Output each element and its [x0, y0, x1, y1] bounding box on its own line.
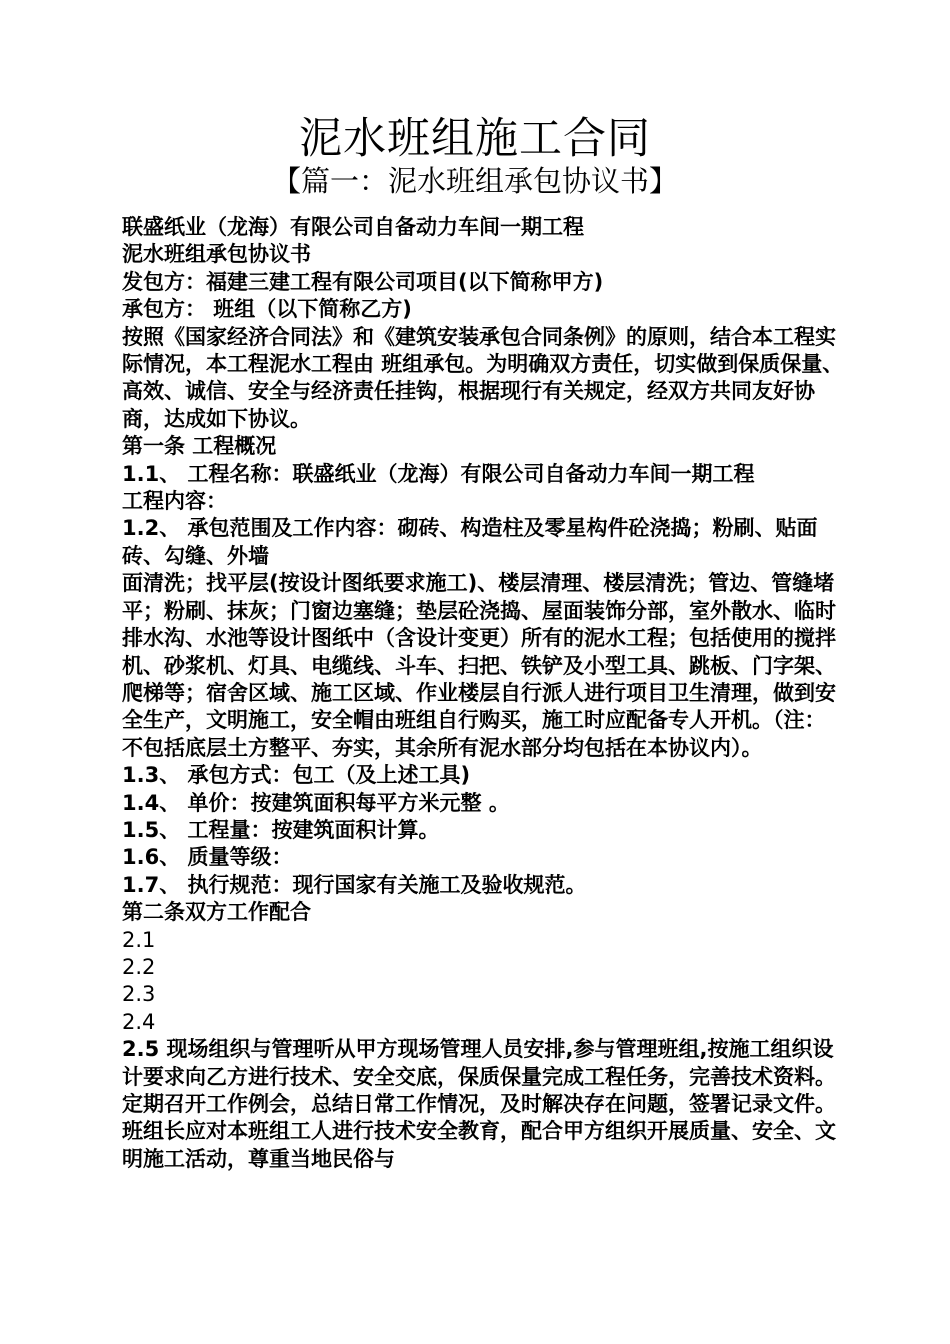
- document-title: 泥水班组施工合同: [299, 114, 651, 164]
- work-content-label: 工程内容：: [122, 489, 227, 514]
- document-body: [118, 214, 846, 1173]
- clause-1-6: 1.6、 质量等级：: [122, 845, 293, 870]
- clause-1-2: 1.2、 承包范围及工作内容：砌砖、构造柱及零星构件砼浇捣；粉刷、贴面砖、勾缝、外墙: [122, 516, 818, 568]
- agreement-title-line: 泥水班组承包协议书: [122, 242, 311, 267]
- document-subtitle: 【篇一：泥水班组承包协议书】: [271, 164, 678, 198]
- clause-2-1: 2.1: [122, 927, 156, 952]
- party-a-line: 发包方：福建三建工程有限公司项目(以下简称甲方): [122, 269, 604, 294]
- clause-1-4: 1.4、 单价：按建筑面积每平方米元整 。: [122, 790, 510, 815]
- article-2-heading: 第二条双方工作配合: [122, 900, 311, 925]
- clause-2-4: 2.4: [122, 1009, 156, 1034]
- scope-detail-paragraph: 面清洗；找平层(按设计图纸要求施工)、楼层清理、楼层清洗；管边、管缝堵平；粉刷、抹灰；门窗边塞缝；垫层砼浇捣、屋面装饰分部，室外散水、临时排水沟、水池等设计图纸中（含设计变更）所有的泥水工程；包括使用的搅拌机、砂浆机、灯具、电缆线、斗车、扫把、铁铲及小型工具、跳板、门字架、爬梯等；宿舍区域、施工区域、作业楼层自行派人进行项目卫生清理，做到安全生产，文明施工，安全帽由班组自行购买，施工时应配备专人开机。（注：不包括底层土方整平、夯实，其余所有泥水部分均包括在本协议内）。: [122, 571, 836, 760]
- clause-1-7: 1.7、 执行规范：现行国家有关施工及验收规范。: [122, 872, 587, 897]
- article-1-heading: 第一条 工程概况: [122, 434, 277, 459]
- project-name-line: 联盛纸业（龙海）有限公司自备动力车间一期工程: [122, 215, 584, 239]
- clause-1-5: 1.5、 工程量：按建筑面积计算。: [122, 817, 440, 842]
- clause-1-3: 1.3、 承包方式：包工（及上述工具): [122, 763, 471, 788]
- clause-2-5: 2.5 现场组织与管理听从甲方现场管理人员安排,参与管理班组,按施工组织设计要求向乙方进行技术、安全交底，保质保量完成工程任务，完善技术资料。 定期召开工作例会，总结日常工作情况，及时解决存在问题，签署记录文件。 班组长应对本班组工人进行技术安全教育，配合甲方组织开展质量、安全、文明施工活动，尊重当地民俗与: [122, 1037, 836, 1171]
- clause-1-1: 1.1、 工程名称：联盛纸业（龙海）有限公司自备动力车间一期工程: [122, 461, 755, 486]
- preamble-paragraph: 按照《国家经济合同法》和《建筑安装承包合同条例》的原则，结合本工程实际情况，本工程泥水工程由 班组承包。为明确双方责任，切实做到保质保量、高效、诚信、安全与经济责任挂钩，根据现行有关规定，经双方共同友好协商，达成如下协议。: [122, 324, 844, 431]
- party-b-line: 承包方： 班组（以下简称乙方): [122, 297, 412, 322]
- clause-2-3: 2.3: [122, 982, 156, 1007]
- clause-2-2: 2.2: [122, 954, 156, 979]
